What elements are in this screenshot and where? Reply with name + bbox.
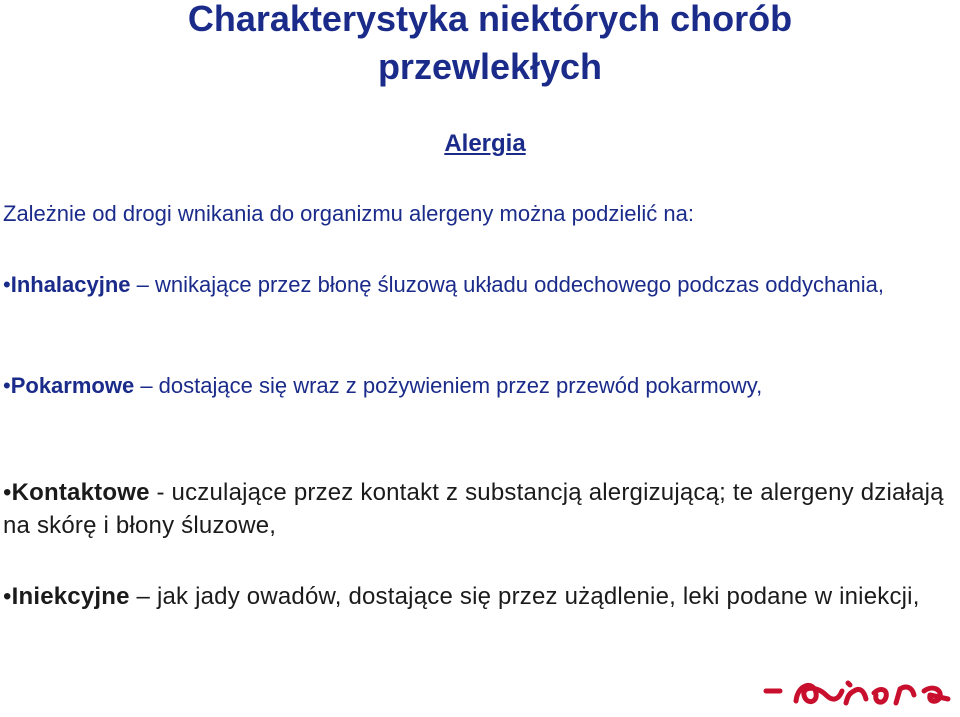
list-item-kontaktowe [3, 476, 958, 542]
list-item-inhalacyjne [3, 268, 958, 302]
bullet: • [3, 479, 12, 506]
list-item-pokarmowe [3, 369, 958, 403]
item-term: Iniekcyjne [11, 583, 130, 610]
item-term: Inhalacyjne [10, 272, 131, 297]
logo [756, 673, 956, 709]
item-text: – dostające się wraz z pożywieniem przez przewód pokarmowy, [134, 373, 763, 398]
intro-text: Zależnie od drogi wnikania do organizmu alergeny można podzielić na: [3, 201, 694, 226]
bullet: • [3, 272, 11, 297]
list-item-iniekcyjne [3, 580, 958, 613]
item-term: Pokarmowe [10, 373, 135, 398]
item-term: Kontaktowe [11, 479, 150, 506]
bullet: • [3, 583, 12, 610]
page-title-line1: Charakterystyka niektórych chorób [187, 0, 793, 39]
item-text: – jak jady owadów, dostające się przez użądlenie, leki podane w iniekcji, [129, 583, 920, 610]
item-text: - uczulające przez kontakt z substancją alergizującą; te alergeny działają na skórę i błony śluzowe, [3, 479, 944, 539]
section-heading: Alergia [444, 130, 526, 157]
bullet: • [3, 373, 11, 398]
page-title-line2: przewlekłych [377, 46, 603, 87]
item-text: – wnikające przez błonę śluzową układu oddechowego podczas oddychania, [130, 272, 884, 297]
